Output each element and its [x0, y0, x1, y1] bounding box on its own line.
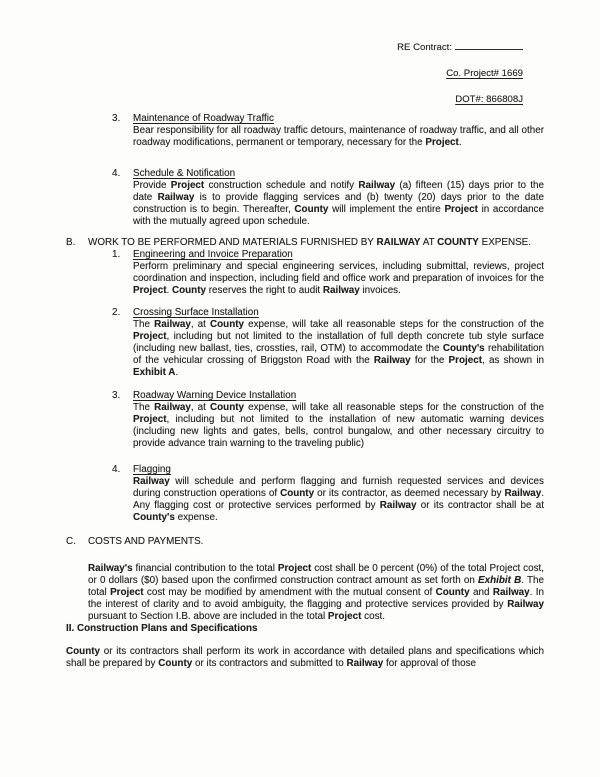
section-ii-paragraph: County or its contractors shall perform its work in accordance with detailed plans and specifications which shall be prepared by County or its contractors and submitted to Railway for approval of those [66, 646, 544, 669]
section-letter: C. [66, 536, 76, 547]
item-number: 2. [112, 307, 121, 318]
item-number: 1. [112, 249, 121, 260]
item-heading: Flagging [133, 464, 171, 475]
item-content [133, 390, 544, 450]
re-contract-blank-line [455, 40, 523, 50]
item-heading: Engineering and Invoice Preparation [133, 249, 293, 260]
item-content [133, 307, 544, 379]
section-c-paragraph: Railway's financial contribution to the total Project cost shall be 0 percent (0%) of the total Project cost, or 0 dollars ($0) based upon the confirmed construction contract amount as set forth on Exhibit B. The total Project cost may be modified by amendment with the mutual consent of County and Railway. In the interest of clarity and to avoid ambiguity, the flagging and protective services provided by Railway pursuant to Section I.B. above are included in the total Project cost. [88, 563, 544, 622]
header-block [397, 40, 523, 120]
co-project-number: Co. Project# 1669 [446, 68, 523, 79]
item-heading: Schedule & Notification [133, 168, 236, 179]
re-contract-label: RE Contract: [397, 42, 452, 53]
list-item-b2-crossing-surface [66, 307, 544, 379]
list-item-b1-engineering [66, 249, 544, 297]
item-heading: Maintenance of Roadway Traffic [133, 113, 274, 124]
document-body [66, 113, 544, 670]
re-contract-line [397, 40, 523, 53]
section-ii-heading: II. Construction Plans and Specifications [66, 623, 258, 634]
item-content [133, 249, 544, 297]
item-body: Provide Project construction schedule and notify Railway (a) fifteen (15) days prior to the date Railway is to provide flagging services and (b) twenty (20) days prior to the date construction is to begin. Thereafter, County will implement the entire Project in accordance with the mutually agreed upon schedule. [133, 180, 544, 227]
item-content [133, 464, 544, 524]
item-number: 4. [112, 168, 121, 179]
item-heading: Crossing Surface Installation [133, 307, 259, 318]
item-body: The Railway, at County expense, will take all reasonable steps for the construction of the Project, including but not limited to the installation of full depth concrete tub style surface (including new ballast, ties, crossties, rail, OTM) to accommodate the County's rehabilitation of the vehicular crossing of Briggston Road with the Railway for the Project, as shown in Exhibit A. [133, 319, 545, 378]
item-number: 4. [112, 464, 121, 475]
item-body: Perform preliminary and special engineering services, including submittal, reviews, project coordination and inspection, including field and office work and preparation of invoices for the Project. County reserves the right to audit Railway invoices. [133, 261, 544, 296]
list-item-b3-warning-device [66, 390, 544, 450]
item-body: Railway will schedule and perform flagging and furnish requested services and devices during construction operations of County or its contractor, as deemed necessary by Railway. Any flagging cost or protective services performed by Railway or its contractor shall be at County's expense. [133, 476, 544, 523]
item-number: 3. [112, 390, 121, 401]
list-item-3-maintenance [66, 113, 544, 149]
dot-number: DOT#: 866808J [455, 94, 523, 105]
item-heading: Roadway Warning Device Installation [133, 390, 297, 401]
section-letter: B. [66, 237, 76, 248]
section-c-heading [66, 536, 544, 548]
item-number: 3. [112, 113, 121, 124]
item-body: Bear responsibility for all roadway traffic detours, maintenance of roadway traffic, and all other roadway modifications, permanent or temporary, necessary for the Project. [133, 125, 544, 148]
list-item-4-schedule [66, 168, 544, 228]
item-content [133, 168, 544, 228]
section-title: WORK TO BE PERFORMED AND MATERIALS FURNISHED BY RAILWAY AT COUNTY EXPENSE. [88, 237, 532, 248]
item-body: The Railway, at County expense, will take all reasonable steps for the construction of the Project, including but not limited to the installation of new automatic warning devices (including new lights and gates, bells, control bungalow, and other necessary circuitry to provide advance train warning to the traveling public) [133, 402, 545, 449]
list-item-b4-flagging [66, 464, 544, 524]
section-title: COSTS AND PAYMENTS. [88, 536, 204, 547]
item-content [133, 113, 544, 149]
section-b-heading [66, 237, 544, 249]
